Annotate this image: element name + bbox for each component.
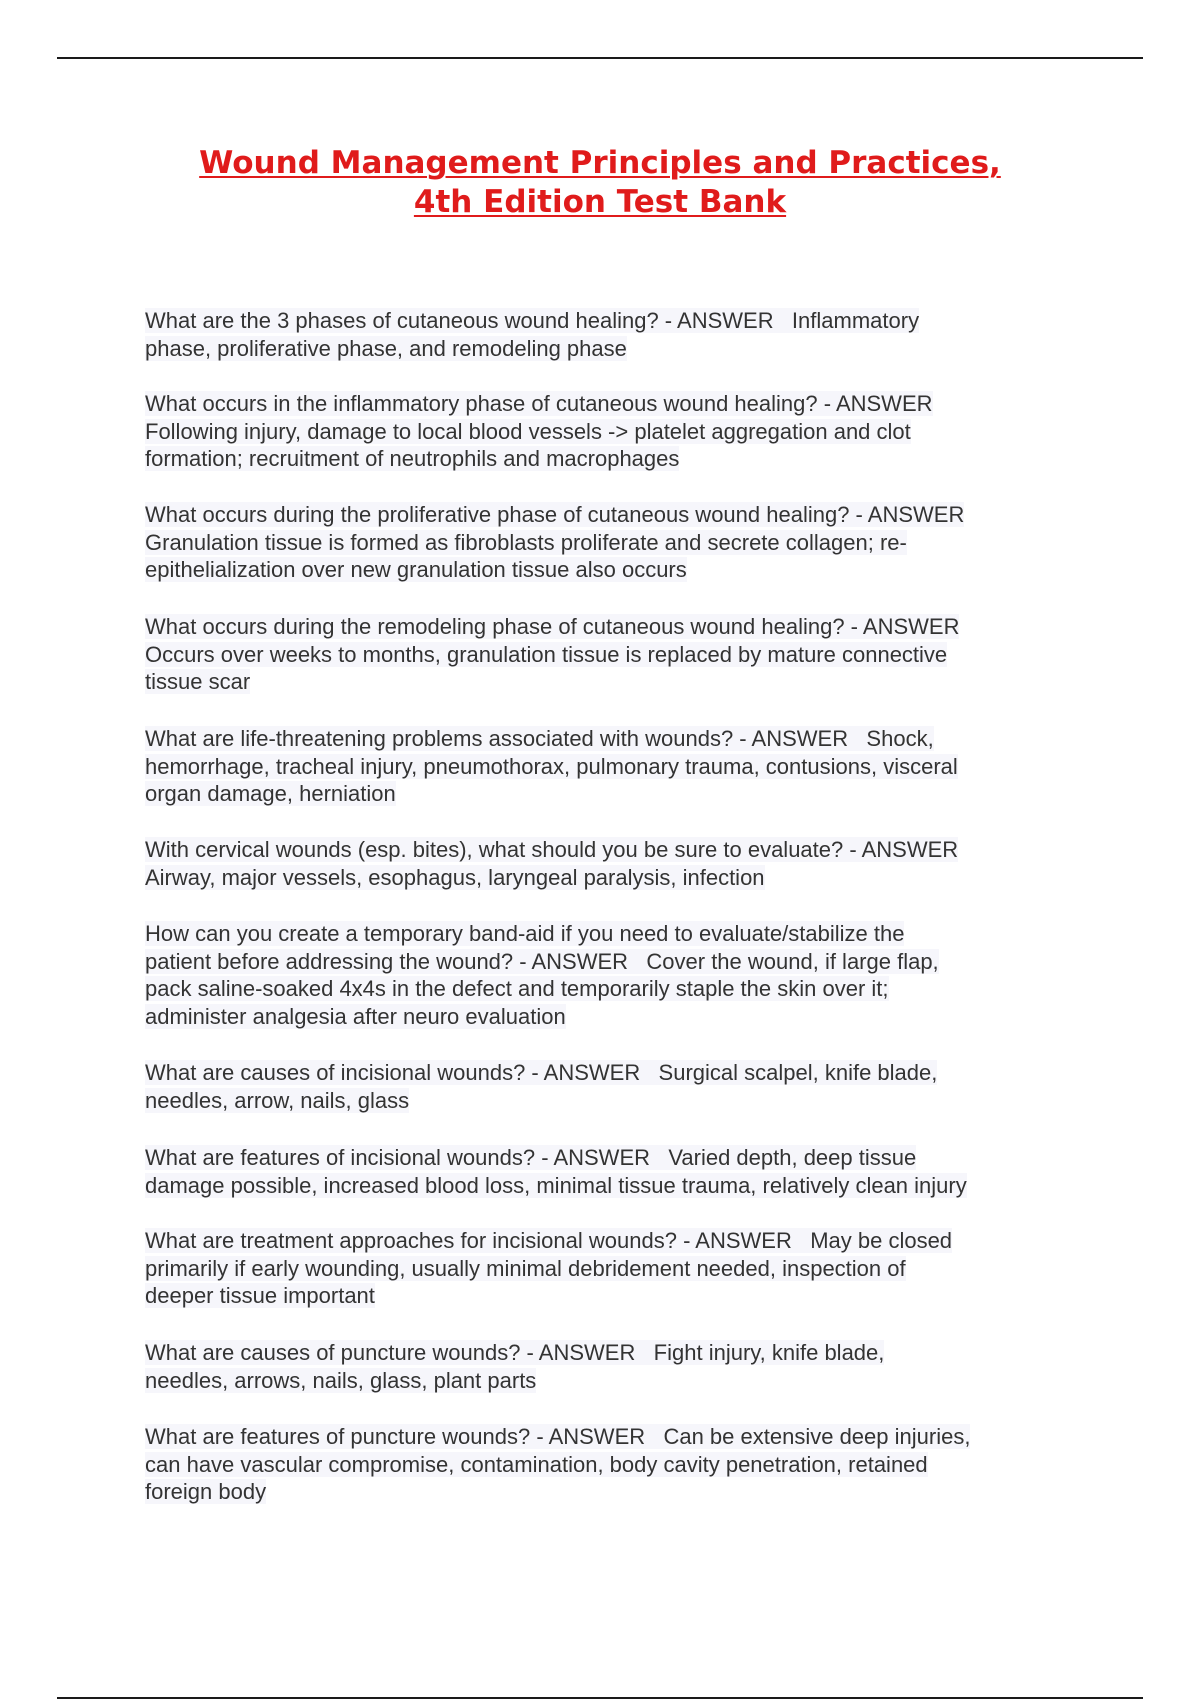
qa-line-text: needles, arrow, nails, glass (145, 1087, 410, 1113)
qa-line-text: pack saline-soaked 4x4s in the defect and temporarily staple the skin over it; (145, 976, 889, 1001)
bottom-rule (57, 1697, 1143, 1699)
qa-line-text: damage possible, increased blood loss, minimal tissue trauma, relatively clean injury (145, 1172, 967, 1198)
qa-entry (145, 920, 939, 1030)
qa-line-text: Granulation tissue is formed as fibroblasts proliferate and secrete collagen; re- (145, 529, 907, 555)
qa-line (145, 1423, 970, 1451)
qa-line-text: hemorrhage, tracheal injury, pneumothorax, pulmonary trauma, contusions, visceral (145, 753, 958, 779)
qa-line (145, 390, 933, 418)
qa-line-text: phase, proliferative phase, and remodeling phase (145, 335, 627, 361)
qa-line (145, 780, 958, 808)
qa-line-text: What are causes of puncture wounds? - ANSWER Fight injury, knife blade, (145, 1340, 885, 1365)
document-title (100, 144, 1100, 222)
qa-line-text: What are the 3 phases of cutaneous wound healing? - ANSWER Inflammatory (145, 308, 920, 333)
qa-line-text: can have vascular compromise, contamination, body cavity penetration, retained (145, 1451, 928, 1477)
qa-line-text: patient before addressing the wound? - ANSWER Cover the wound, if large flap, (145, 948, 939, 974)
qa-line (145, 1144, 967, 1172)
qa-line (145, 864, 958, 892)
qa-line-text: administer analgesia after neuro evaluation (145, 1003, 566, 1029)
qa-entry (145, 307, 919, 362)
qa-entry (145, 836, 958, 891)
qa-line-text: What are features of incisional wounds? - ANSWER Varied depth, deep tissue (145, 1145, 917, 1170)
qa-entry (145, 501, 964, 584)
qa-line (145, 1282, 952, 1310)
qa-line-text: needles, arrows, nails, glass, plant parts (145, 1367, 537, 1393)
qa-line-text: foreign body (145, 1479, 267, 1504)
qa-entry (145, 1423, 970, 1506)
qa-line (145, 556, 964, 584)
qa-line-text: deeper tissue important (145, 1283, 375, 1308)
qa-line (145, 975, 939, 1003)
qa-line (145, 445, 933, 473)
qa-line (145, 641, 959, 669)
qa-line (145, 725, 958, 753)
qa-line (145, 1227, 952, 1255)
qa-line-text: organ damage, herniation (145, 781, 396, 806)
qa-entry (145, 1339, 884, 1394)
qa-line-text: What are causes of incisional wounds? - ANSWER Surgical scalpel, knife blade, (145, 1060, 938, 1085)
qa-line (145, 920, 939, 948)
qa-line-text: How can you create a temporary band-aid if you need to evaluate/stabilize the (145, 921, 905, 946)
qa-line-text: What are treatment approaches for incisional wounds? - ANSWER May be closed (145, 1228, 953, 1253)
qa-entry (145, 1059, 937, 1114)
qa-line-text: Airway, major vessels, esophagus, laryngeal paralysis, infection (145, 864, 765, 890)
qa-entry (145, 390, 933, 473)
qa-line (145, 948, 939, 976)
qa-line-text: epithelialization over new granulation tissue also occurs (145, 557, 687, 582)
title-line: 4th Edition Test Bank (413, 184, 787, 220)
qa-entry (145, 725, 958, 808)
qa-line (145, 1059, 937, 1087)
qa-line (145, 1478, 970, 1506)
qa-line-text: primarily if early wounding, usually minimal debridement needed, inspection of (145, 1255, 906, 1281)
qa-line (145, 501, 964, 529)
qa-line (145, 613, 959, 641)
qa-line (145, 529, 964, 557)
qa-entry (145, 613, 959, 696)
top-rule (57, 57, 1143, 59)
qa-line (145, 836, 958, 864)
qa-line (145, 1172, 967, 1200)
qa-line-text: Following injury, damage to local blood vessels -> platelet aggregation and clot (145, 418, 911, 444)
qa-line-text: formation; recruitment of neutrophils and macrophages (145, 446, 680, 471)
qa-line-text: What are features of puncture wounds? - ANSWER Can be extensive deep injuries, (145, 1424, 971, 1449)
qa-line-text: With cervical wounds (esp. bites), what should you be sure to evaluate? - ANSWER (145, 837, 959, 862)
qa-line (145, 753, 958, 781)
qa-line (145, 1367, 884, 1395)
qa-line-text: Occurs over weeks to months, granulation tissue is replaced by mature connective (145, 641, 948, 667)
qa-line (145, 307, 919, 335)
qa-line-text: What occurs during the proliferative phase of cutaneous wound healing? - ANSWER (145, 502, 965, 527)
title-line: Wound Management Principles and Practices, (199, 145, 1001, 181)
qa-line-text: What occurs in the inflammatory phase of cutaneous wound healing? - ANSWER (145, 391, 933, 416)
qa-entry (145, 1227, 952, 1310)
qa-line (145, 335, 919, 363)
qa-line (145, 418, 933, 446)
qa-line (145, 1339, 884, 1367)
qa-line (145, 1087, 937, 1115)
qa-entry (145, 1144, 967, 1199)
qa-line (145, 668, 959, 696)
qa-line (145, 1451, 970, 1479)
qa-line-text: tissue scar (145, 669, 251, 694)
qa-line (145, 1255, 952, 1283)
qa-line-text: What occurs during the remodeling phase of cutaneous wound healing? - ANSWER (145, 614, 960, 639)
qa-line (145, 1003, 939, 1031)
qa-line-text: What are life-threatening problems associated with wounds? - ANSWER Shock, (145, 726, 934, 751)
